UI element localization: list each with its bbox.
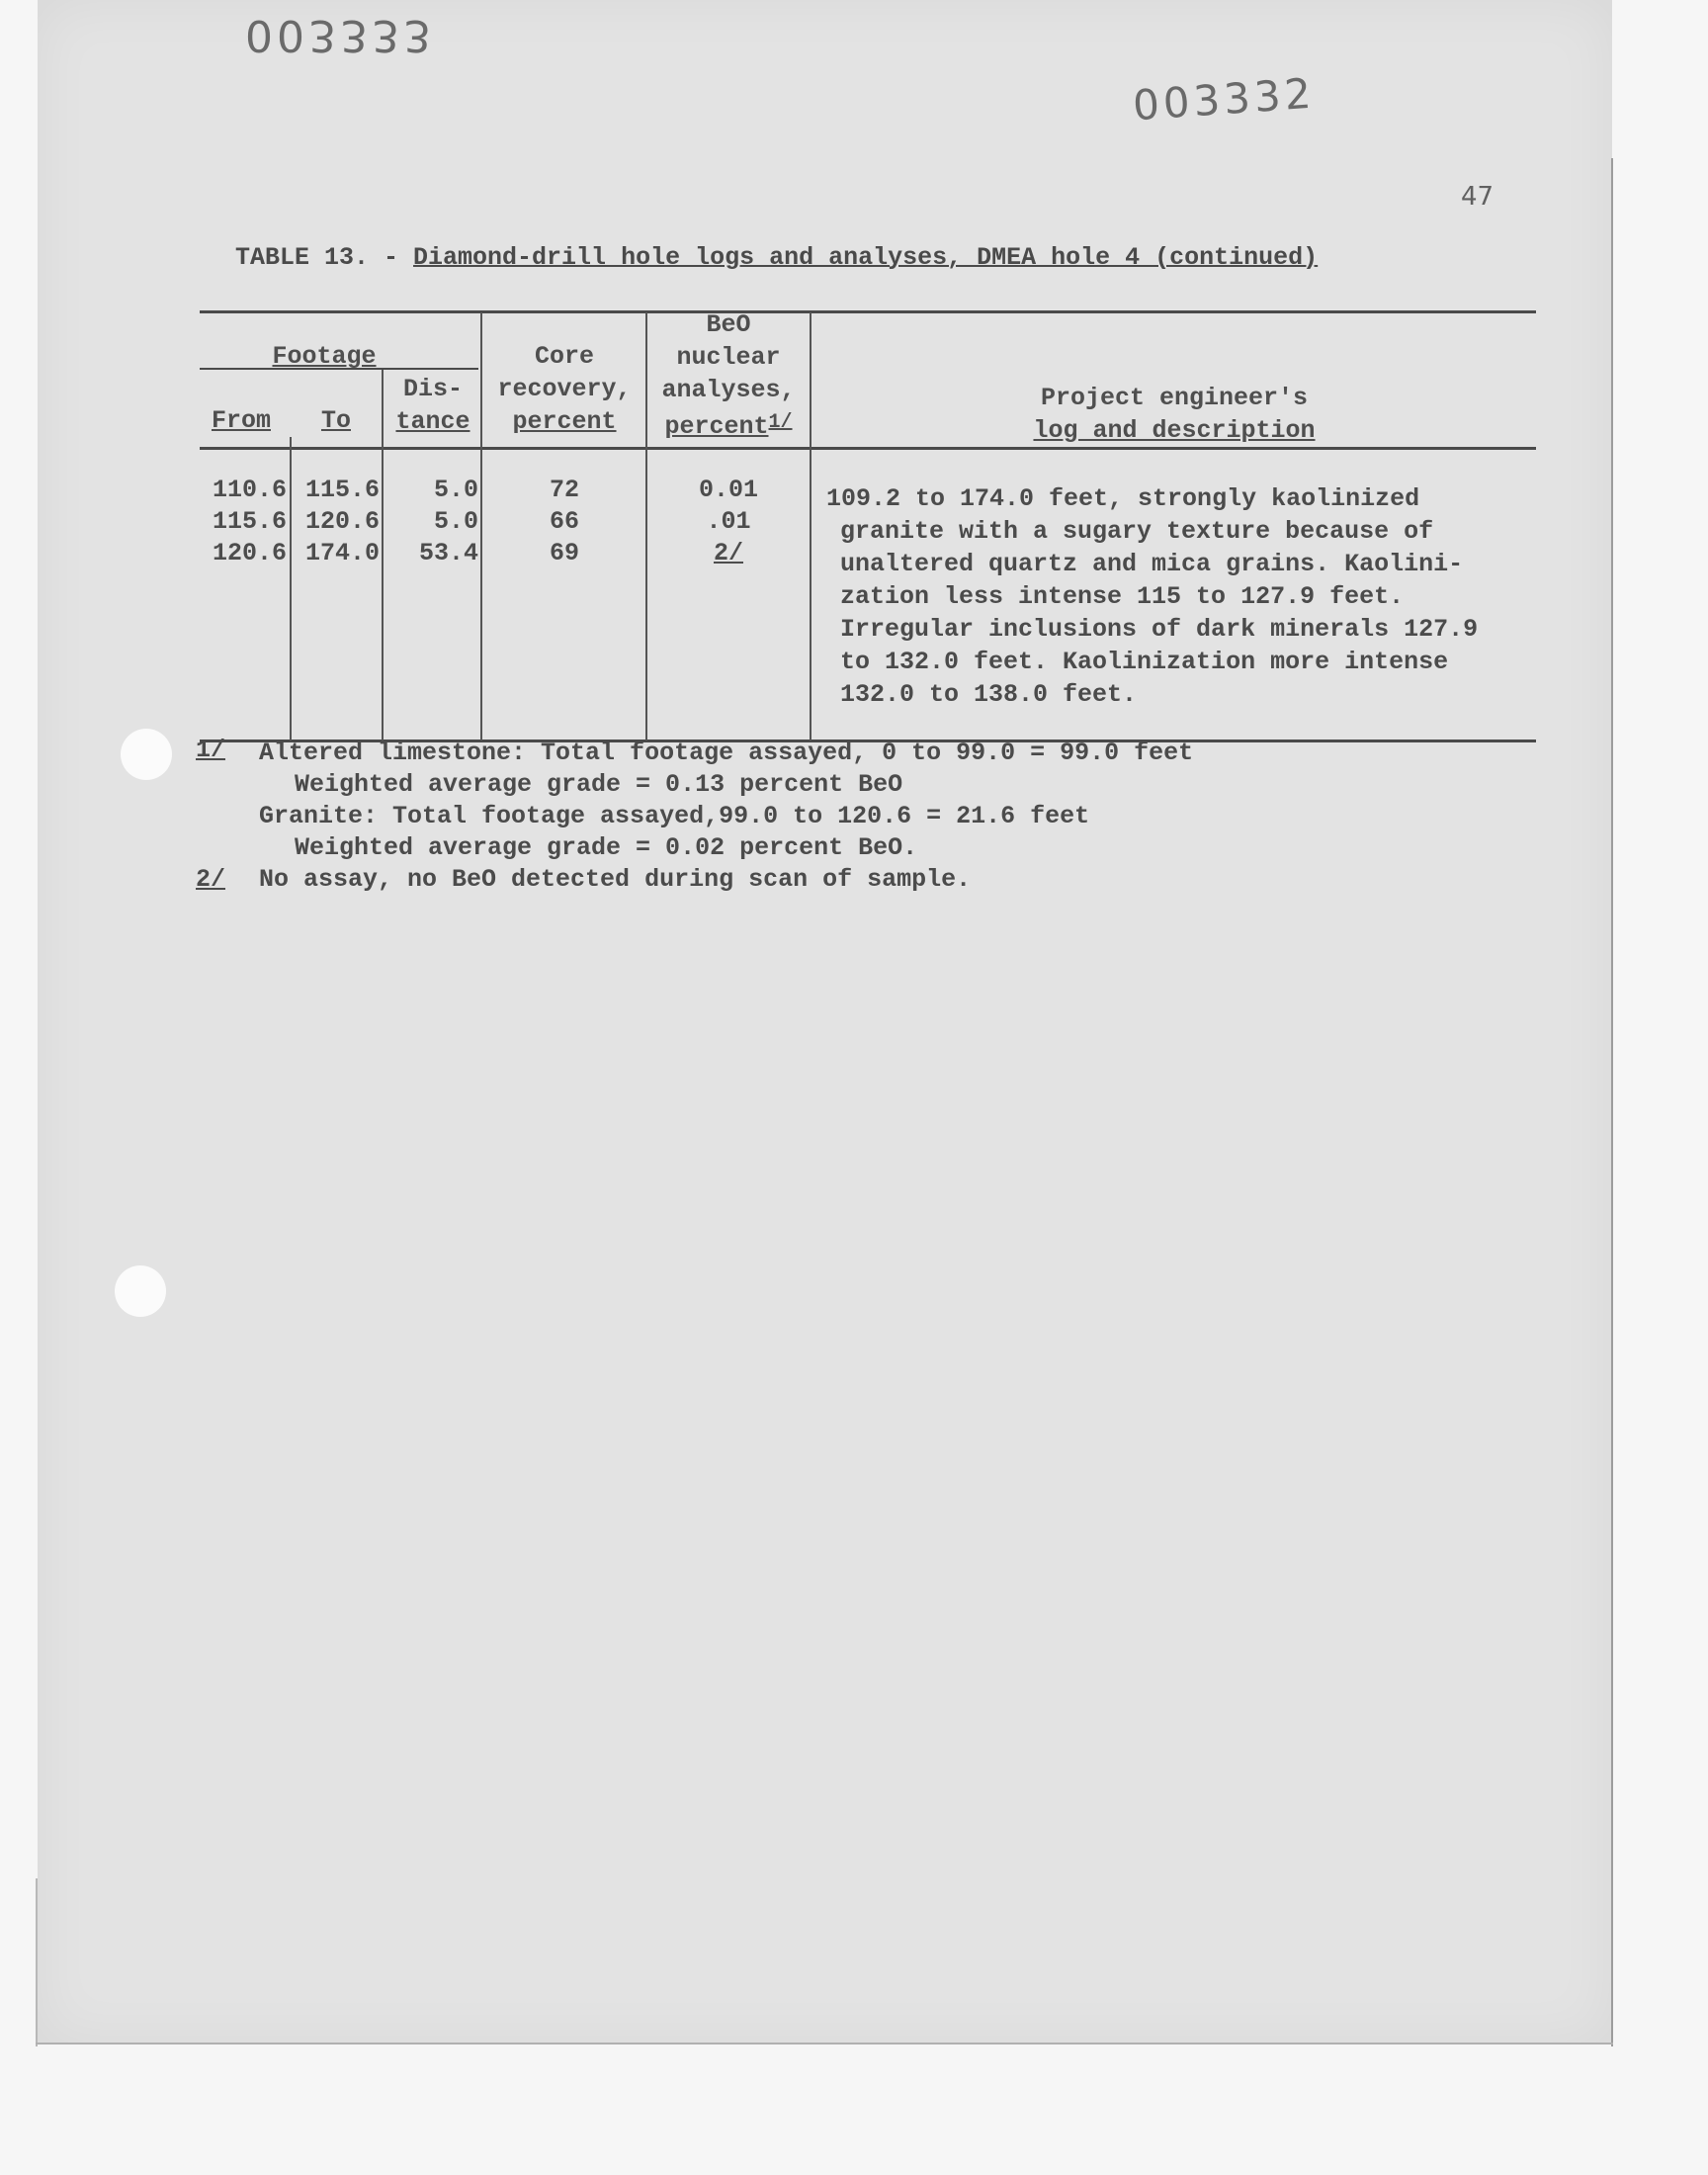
- footnote-2-line: No assay, no BeO detected during scan of sample.: [259, 865, 972, 894]
- header-footage: Footage: [272, 342, 377, 371]
- log-description: [826, 482, 1558, 711]
- col-divider-core-beo: [645, 312, 647, 740]
- cell-beo: .01: [706, 507, 751, 536]
- document-page: [38, 0, 1612, 2044]
- cell-core-recovery: 66: [549, 507, 579, 536]
- stamp-number-top-right: 003332: [1131, 68, 1317, 130]
- col-divider-from-to: [290, 437, 292, 740]
- description-line: Irregular inclusions of dark minerals 127.9: [840, 615, 1479, 644]
- header-description: Project engineer's log and description: [1033, 384, 1316, 445]
- cell-beo: 0.01: [698, 476, 758, 504]
- header-to: To: [320, 406, 351, 435]
- description-line: zation less intense 115 to 127.9 feet.: [840, 582, 1405, 611]
- header-beo-footnote-ref: 1/: [768, 411, 793, 434]
- header-core-recovery: Core recovery, percent: [497, 342, 632, 436]
- cell-from: 110.6: [212, 476, 287, 504]
- header-from: From: [211, 406, 271, 435]
- table-title-text: Diamond-drill hole logs and analyses, DMEA hole 4 (continued): [413, 243, 1319, 272]
- col-divider-distance-core: [480, 312, 482, 740]
- cell-distance: 5.0: [433, 507, 478, 536]
- header-beo-analyses: BeO nuclear analyses, percent$^{1/}$: [661, 310, 796, 441]
- description-line: granite with a sugary texture because of: [840, 517, 1434, 546]
- footnote-1-line: Granite: Total footage assayed,99.0 to 120.6 = 21.6 feet: [259, 802, 1090, 830]
- page-edge-bottom: [36, 2043, 1613, 2044]
- cell-distance: 5.0: [433, 476, 478, 504]
- cell-from: 115.6: [212, 507, 287, 536]
- punch-hole-bottom: [115, 1265, 166, 1317]
- description-line: 109.2 to 174.0 feet, strongly kaolinized: [826, 484, 1420, 513]
- col-divider-to-distance: [382, 370, 384, 740]
- footnote-1-line: Altered limestone: Total footage assayed, 0 to 99.0 = 99.0 feet: [259, 739, 1194, 767]
- punch-hole-top: [121, 729, 172, 780]
- footnote-2-marker: 2/: [196, 865, 226, 894]
- description-line: unaltered quartz and mica grains. Kaolini-: [840, 550, 1464, 578]
- col-divider-beo-desc: [810, 312, 811, 740]
- page-edge-left: [36, 1878, 38, 2046]
- table-title: [235, 243, 1318, 272]
- page-number: 47: [1461, 182, 1494, 212]
- table-title-prefix: TABLE 13. -: [235, 243, 414, 272]
- header-bottom-rule: [200, 447, 1536, 450]
- cell-from: 120.6: [212, 539, 287, 567]
- cell-distance: 53.4: [418, 539, 478, 567]
- cell-to: 115.6: [304, 476, 380, 504]
- footnote-1-marker: 1/: [196, 736, 226, 764]
- cell-core-recovery: 72: [549, 476, 579, 504]
- description-line: to 132.0 feet. Kaolinization more intense: [840, 648, 1449, 676]
- cell-to: 120.6: [304, 507, 380, 536]
- header-distance: Dis- tance: [395, 375, 470, 436]
- footnote-1-line: Weighted average grade = 0.02 percent BeO.: [295, 833, 918, 862]
- footnote-1-line: Weighted average grade = 0.13 percent BeO: [295, 770, 903, 799]
- cell-to: 174.0: [304, 539, 380, 567]
- cell-beo-footnote-ref: 2/: [713, 539, 743, 567]
- description-line: 132.0 to 138.0 feet.: [840, 680, 1138, 709]
- page-edge-right: [1611, 158, 1613, 2046]
- table-top-rule: [200, 310, 1536, 313]
- stamp-number-top-left: 003333: [245, 10, 435, 60]
- cell-core-recovery: 69: [549, 539, 579, 567]
